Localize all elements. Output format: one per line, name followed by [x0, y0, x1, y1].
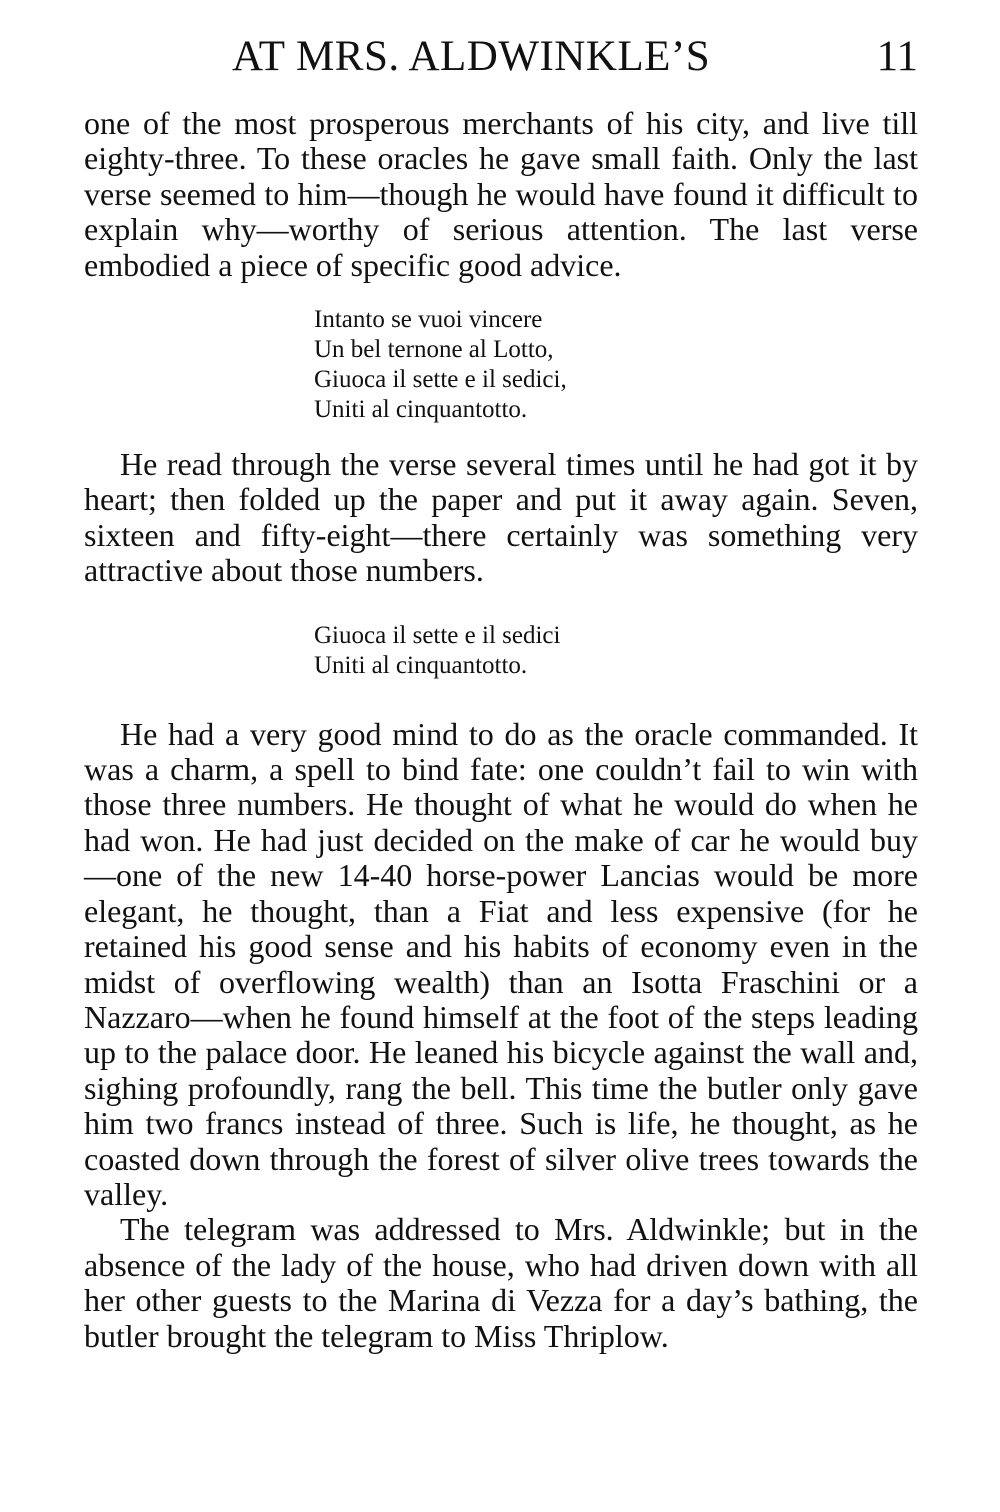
verse-quote-1: [314, 305, 918, 425]
verse-line: Intanto se vuoi vincere: [314, 306, 543, 334]
body-text: [84, 106, 918, 1354]
verse-quote-2: [314, 621, 918, 681]
running-head: AT MRS. ALDWINKLE’S: [232, 33, 711, 80]
verse-line: Un bel ternone al Lotto,: [314, 336, 554, 364]
verse-line: Uniti al cinquantotto.: [314, 651, 528, 679]
verse-line: Giuoca il sette e il sedici: [314, 621, 561, 649]
page-number: 11: [876, 33, 918, 80]
page-header: [84, 32, 918, 82]
paragraph-2: He read through the verse several times until he had got it by heart; then folded up the paper and put it away again. Seven, sixteen and fifty-eight—there certainly was something very attractive about those numbers.: [84, 446, 918, 589]
paragraph-1: one of the most prosperous merchants of his city, and live till eighty-three. To these oracles he gave small faith. Only the last verse seemed to him—though he would have found it difficult to explain why—worthy of serious attention. The last verse embodied a piece of specific good advice.: [84, 105, 918, 283]
paragraph-4: The telegram was addressed to Mrs. Aldwinkle; but in the absence of the lady of the house, who had driven down with all her other guests to the Marina di Vezza for a day’s bathing, the butler brought the telegram to Miss Thriplow.: [84, 1211, 918, 1354]
verse-line: Giuoca il sette e il sedici,: [314, 366, 567, 394]
verse-line: Uniti al cinquantotto.: [314, 396, 528, 424]
paragraph-3: He had a very good mind to do as the oracle commanded. It was a charm, a spell to bind fate: one couldn’t fail to win with those three numbers. He thought of what he would do when he had won. He had just decided on the make of car he would buy—one of the new 14-40 horse-power Lancias would be more elegant, he thought, than a Fiat and less expensive (for he retained his good sense and his habits of economy even in the midst of overflowing wealth) than an Isotta Fraschini or a Nazzaro—when he found himself at the foot of the steps leading up to the palace door. He leaned his bicycle against the wall and, sighing profoundly, rang the bell. This time the butler only gave him two francs instead of three. Such is life, he thought, as he coasted down through the forest of silver olive trees towards the valley.: [84, 715, 918, 1212]
